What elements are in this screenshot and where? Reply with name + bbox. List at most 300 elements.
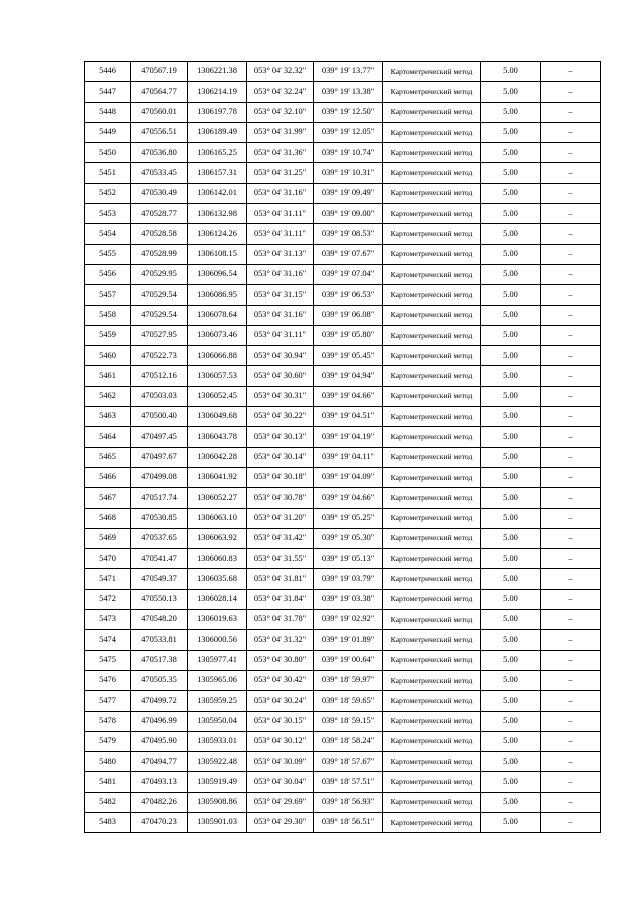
description-cell: – bbox=[541, 731, 601, 751]
y-coordinate-cell: 1305901.03 bbox=[188, 812, 247, 832]
accuracy-cell: 5.00 bbox=[481, 163, 541, 183]
x-coordinate-cell: 470494.77 bbox=[131, 752, 188, 772]
accuracy-cell: 5.00 bbox=[481, 772, 541, 792]
latitude-cell: 053° 04' 30.18" bbox=[247, 467, 314, 487]
table-row bbox=[85, 305, 601, 325]
method-cell: Картометрический метод bbox=[383, 82, 481, 102]
point-number-cell: 5463 bbox=[85, 407, 131, 427]
method-cell: Картометрический метод bbox=[383, 711, 481, 731]
latitude-cell: 053° 04' 30.04" bbox=[247, 772, 314, 792]
point-number-cell: 5469 bbox=[85, 528, 131, 548]
method-cell: Картометрический метод bbox=[383, 366, 481, 386]
description-cell: – bbox=[541, 630, 601, 650]
point-number-cell: 5466 bbox=[85, 467, 131, 487]
method-cell: Картометрический метод bbox=[383, 772, 481, 792]
description-cell: – bbox=[541, 691, 601, 711]
table-row bbox=[85, 589, 601, 609]
description-cell: – bbox=[541, 467, 601, 487]
longitude-cell: 039° 18' 57.67" bbox=[314, 752, 383, 772]
table-row bbox=[85, 670, 601, 690]
accuracy-cell: 5.00 bbox=[481, 366, 541, 386]
method-cell: Картометрический метод bbox=[383, 224, 481, 244]
point-number-cell: 5483 bbox=[85, 812, 131, 832]
method-cell: Картометрический метод bbox=[383, 163, 481, 183]
accuracy-cell: 5.00 bbox=[481, 488, 541, 508]
description-cell: – bbox=[541, 224, 601, 244]
point-number-cell: 5454 bbox=[85, 224, 131, 244]
table-row bbox=[85, 772, 601, 792]
x-coordinate-cell: 470522.73 bbox=[131, 346, 188, 366]
latitude-cell: 053° 04' 30.12" bbox=[247, 731, 314, 751]
y-coordinate-cell: 1306189.49 bbox=[188, 122, 247, 142]
method-cell: Картометрический метод bbox=[383, 204, 481, 224]
accuracy-cell: 5.00 bbox=[481, 731, 541, 751]
method-cell: Картометрический метод bbox=[383, 691, 481, 711]
accuracy-cell: 5.00 bbox=[481, 305, 541, 325]
table-row bbox=[85, 549, 601, 569]
latitude-cell: 053° 04' 31.13" bbox=[247, 244, 314, 264]
latitude-cell: 053° 04' 31.20" bbox=[247, 508, 314, 528]
y-coordinate-cell: 1306063.10 bbox=[188, 508, 247, 528]
longitude-cell: 039° 19' 04.66" bbox=[314, 488, 383, 508]
description-cell: – bbox=[541, 183, 601, 203]
point-number-cell: 5458 bbox=[85, 305, 131, 325]
point-number-cell: 5450 bbox=[85, 143, 131, 163]
x-coordinate-cell: 470529.54 bbox=[131, 285, 188, 305]
y-coordinate-cell: 1306165.25 bbox=[188, 143, 247, 163]
y-coordinate-cell: 1306132.98 bbox=[188, 204, 247, 224]
latitude-cell: 053° 04' 30.24" bbox=[247, 691, 314, 711]
method-cell: Картометрический метод bbox=[383, 325, 481, 345]
point-number-cell: 5480 bbox=[85, 752, 131, 772]
x-coordinate-cell: 470497.45 bbox=[131, 427, 188, 447]
longitude-cell: 039° 19' 06.53" bbox=[314, 285, 383, 305]
method-cell: Картометрический метод bbox=[383, 589, 481, 609]
longitude-cell: 039° 19' 05.25" bbox=[314, 508, 383, 528]
table-row bbox=[85, 610, 601, 630]
latitude-cell: 053° 04' 30.78" bbox=[247, 488, 314, 508]
description-cell: – bbox=[541, 650, 601, 670]
method-cell: Картометрический метод bbox=[383, 508, 481, 528]
method-cell: Картометрический метод bbox=[383, 447, 481, 467]
method-cell: Картометрический метод bbox=[383, 102, 481, 122]
method-cell: Картометрический метод bbox=[383, 285, 481, 305]
point-number-cell: 5462 bbox=[85, 386, 131, 406]
y-coordinate-cell: 1306063.92 bbox=[188, 528, 247, 548]
longitude-cell: 039° 19' 05.80" bbox=[314, 325, 383, 345]
x-coordinate-cell: 470550.13 bbox=[131, 589, 188, 609]
latitude-cell: 053° 04' 30.09" bbox=[247, 752, 314, 772]
y-coordinate-cell: 1306019.63 bbox=[188, 610, 247, 630]
y-coordinate-cell: 1306096.54 bbox=[188, 264, 247, 284]
longitude-cell: 039° 19' 10.74" bbox=[314, 143, 383, 163]
point-number-cell: 5461 bbox=[85, 366, 131, 386]
longitude-cell: 039° 19' 05.13" bbox=[314, 549, 383, 569]
table-row bbox=[85, 346, 601, 366]
table-row bbox=[85, 488, 601, 508]
method-cell: Картометрический метод bbox=[383, 305, 481, 325]
accuracy-cell: 5.00 bbox=[481, 508, 541, 528]
x-coordinate-cell: 470529.95 bbox=[131, 264, 188, 284]
accuracy-cell: 5.00 bbox=[481, 62, 541, 82]
longitude-cell: 039° 19' 07.04" bbox=[314, 264, 383, 284]
latitude-cell: 053° 04' 30.31" bbox=[247, 386, 314, 406]
y-coordinate-cell: 1306142.01 bbox=[188, 183, 247, 203]
point-number-cell: 5459 bbox=[85, 325, 131, 345]
table-row bbox=[85, 407, 601, 427]
latitude-cell: 053° 04' 30.80" bbox=[247, 650, 314, 670]
longitude-cell: 039° 19' 12.50" bbox=[314, 102, 383, 122]
accuracy-cell: 5.00 bbox=[481, 386, 541, 406]
description-cell: – bbox=[541, 163, 601, 183]
point-number-cell: 5482 bbox=[85, 792, 131, 812]
latitude-cell: 053° 04' 31.11" bbox=[247, 224, 314, 244]
table-row bbox=[85, 731, 601, 751]
longitude-cell: 039° 18' 59.15" bbox=[314, 711, 383, 731]
y-coordinate-cell: 1305933.01 bbox=[188, 731, 247, 751]
table-row bbox=[85, 508, 601, 528]
longitude-cell: 039° 19' 04.51" bbox=[314, 407, 383, 427]
point-number-cell: 5457 bbox=[85, 285, 131, 305]
latitude-cell: 053° 04' 31.55" bbox=[247, 549, 314, 569]
longitude-cell: 039° 18' 59.65" bbox=[314, 691, 383, 711]
latitude-cell: 053° 04' 32.10" bbox=[247, 102, 314, 122]
method-cell: Картометрический метод bbox=[383, 731, 481, 751]
longitude-cell: 039° 18' 56.51" bbox=[314, 812, 383, 832]
accuracy-cell: 5.00 bbox=[481, 792, 541, 812]
point-number-cell: 5465 bbox=[85, 447, 131, 467]
x-coordinate-cell: 470567.19 bbox=[131, 62, 188, 82]
description-cell: – bbox=[541, 143, 601, 163]
description-cell: – bbox=[541, 407, 601, 427]
x-coordinate-cell: 470505.35 bbox=[131, 670, 188, 690]
y-coordinate-cell: 1306042.28 bbox=[188, 447, 247, 467]
point-number-cell: 5477 bbox=[85, 691, 131, 711]
accuracy-cell: 5.00 bbox=[481, 447, 541, 467]
latitude-cell: 053° 04' 31.84" bbox=[247, 589, 314, 609]
point-number-cell: 5453 bbox=[85, 204, 131, 224]
accuracy-cell: 5.00 bbox=[481, 589, 541, 609]
y-coordinate-cell: 1306073.46 bbox=[188, 325, 247, 345]
description-cell: – bbox=[541, 427, 601, 447]
description-cell: – bbox=[541, 62, 601, 82]
table-row bbox=[85, 711, 601, 731]
latitude-cell: 053° 04' 31.32" bbox=[247, 630, 314, 650]
point-number-cell: 5446 bbox=[85, 62, 131, 82]
accuracy-cell: 5.00 bbox=[481, 122, 541, 142]
latitude-cell: 053° 04' 31.11" bbox=[247, 204, 314, 224]
accuracy-cell: 5.00 bbox=[481, 467, 541, 487]
method-cell: Картометрический метод bbox=[383, 346, 481, 366]
description-cell: – bbox=[541, 670, 601, 690]
point-number-cell: 5475 bbox=[85, 650, 131, 670]
longitude-cell: 039° 18' 58.24" bbox=[314, 731, 383, 751]
description-cell: – bbox=[541, 305, 601, 325]
table-row bbox=[85, 630, 601, 650]
table-row bbox=[85, 812, 601, 832]
accuracy-cell: 5.00 bbox=[481, 183, 541, 203]
longitude-cell: 039° 19' 12.05" bbox=[314, 122, 383, 142]
x-coordinate-cell: 470528.58 bbox=[131, 224, 188, 244]
table-row bbox=[85, 650, 601, 670]
longitude-cell: 039° 19' 00.64" bbox=[314, 650, 383, 670]
table-row bbox=[85, 82, 601, 102]
accuracy-cell: 5.00 bbox=[481, 650, 541, 670]
x-coordinate-cell: 470512.16 bbox=[131, 366, 188, 386]
y-coordinate-cell: 1306221.38 bbox=[188, 62, 247, 82]
latitude-cell: 053° 04' 30.14" bbox=[247, 447, 314, 467]
table-row bbox=[85, 122, 601, 142]
table-row bbox=[85, 183, 601, 203]
point-number-cell: 5449 bbox=[85, 122, 131, 142]
description-cell: – bbox=[541, 122, 601, 142]
table-row bbox=[85, 264, 601, 284]
longitude-cell: 039° 19' 05.30" bbox=[314, 528, 383, 548]
longitude-cell: 039° 18' 56.93" bbox=[314, 792, 383, 812]
y-coordinate-cell: 1305950.04 bbox=[188, 711, 247, 731]
accuracy-cell: 5.00 bbox=[481, 752, 541, 772]
longitude-cell: 039° 19' 03.38" bbox=[314, 589, 383, 609]
point-number-cell: 5451 bbox=[85, 163, 131, 183]
x-coordinate-cell: 470556.51 bbox=[131, 122, 188, 142]
accuracy-cell: 5.00 bbox=[481, 569, 541, 589]
description-cell: – bbox=[541, 569, 601, 589]
y-coordinate-cell: 1305922.48 bbox=[188, 752, 247, 772]
x-coordinate-cell: 470500.40 bbox=[131, 407, 188, 427]
latitude-cell: 053° 04' 32.32" bbox=[247, 62, 314, 82]
description-cell: – bbox=[541, 772, 601, 792]
longitude-cell: 039° 19' 05.45" bbox=[314, 346, 383, 366]
point-number-cell: 5452 bbox=[85, 183, 131, 203]
x-coordinate-cell: 470517.74 bbox=[131, 488, 188, 508]
accuracy-cell: 5.00 bbox=[481, 325, 541, 345]
accuracy-cell: 5.00 bbox=[481, 711, 541, 731]
table-row bbox=[85, 691, 601, 711]
x-coordinate-cell: 470499.08 bbox=[131, 467, 188, 487]
accuracy-cell: 5.00 bbox=[481, 285, 541, 305]
latitude-cell: 053° 04' 31.36" bbox=[247, 143, 314, 163]
point-number-cell: 5471 bbox=[85, 569, 131, 589]
latitude-cell: 053° 04' 30.22" bbox=[247, 407, 314, 427]
method-cell: Картометрический метод bbox=[383, 528, 481, 548]
table-row bbox=[85, 163, 601, 183]
x-coordinate-cell: 470528.99 bbox=[131, 244, 188, 264]
longitude-cell: 039° 19' 01.89" bbox=[314, 630, 383, 650]
latitude-cell: 053° 04' 30.13" bbox=[247, 427, 314, 447]
longitude-cell: 039° 19' 04.11" bbox=[314, 447, 383, 467]
x-coordinate-cell: 470537.65 bbox=[131, 528, 188, 548]
y-coordinate-cell: 1305965.06 bbox=[188, 670, 247, 690]
description-cell: – bbox=[541, 711, 601, 731]
y-coordinate-cell: 1306060.83 bbox=[188, 549, 247, 569]
longitude-cell: 039° 19' 04.19" bbox=[314, 427, 383, 447]
point-number-cell: 5467 bbox=[85, 488, 131, 508]
description-cell: – bbox=[541, 366, 601, 386]
table-row bbox=[85, 204, 601, 224]
y-coordinate-cell: 1306214.19 bbox=[188, 82, 247, 102]
x-coordinate-cell: 470533.45 bbox=[131, 163, 188, 183]
y-coordinate-cell: 1306124.26 bbox=[188, 224, 247, 244]
x-coordinate-cell: 470536.80 bbox=[131, 143, 188, 163]
longitude-cell: 039° 19' 03.79" bbox=[314, 569, 383, 589]
latitude-cell: 053° 04' 30.15" bbox=[247, 711, 314, 731]
latitude-cell: 053° 04' 30.60" bbox=[247, 366, 314, 386]
accuracy-cell: 5.00 bbox=[481, 407, 541, 427]
accuracy-cell: 5.00 bbox=[481, 610, 541, 630]
method-cell: Картометрический метод bbox=[383, 549, 481, 569]
description-cell: – bbox=[541, 102, 601, 122]
y-coordinate-cell: 1305959.25 bbox=[188, 691, 247, 711]
method-cell: Картометрический метод bbox=[383, 122, 481, 142]
y-coordinate-cell: 1305919.49 bbox=[188, 772, 247, 792]
x-coordinate-cell: 470493.13 bbox=[131, 772, 188, 792]
description-cell: – bbox=[541, 792, 601, 812]
point-number-cell: 5478 bbox=[85, 711, 131, 731]
point-number-cell: 5473 bbox=[85, 610, 131, 630]
method-cell: Картометрический метод bbox=[383, 62, 481, 82]
x-coordinate-cell: 470564.77 bbox=[131, 82, 188, 102]
x-coordinate-cell: 470548.20 bbox=[131, 610, 188, 630]
table-row bbox=[85, 366, 601, 386]
accuracy-cell: 5.00 bbox=[481, 244, 541, 264]
method-cell: Картометрический метод bbox=[383, 812, 481, 832]
point-number-cell: 5447 bbox=[85, 82, 131, 102]
method-cell: Картометрический метод bbox=[383, 467, 481, 487]
description-cell: – bbox=[541, 264, 601, 284]
y-coordinate-cell: 1306086.95 bbox=[188, 285, 247, 305]
description-cell: – bbox=[541, 325, 601, 345]
description-cell: – bbox=[541, 204, 601, 224]
description-cell: – bbox=[541, 812, 601, 832]
accuracy-cell: 5.00 bbox=[481, 549, 541, 569]
point-number-cell: 5468 bbox=[85, 508, 131, 528]
accuracy-cell: 5.00 bbox=[481, 143, 541, 163]
y-coordinate-cell: 1306043.78 bbox=[188, 427, 247, 447]
y-coordinate-cell: 1306052.45 bbox=[188, 386, 247, 406]
point-number-cell: 5455 bbox=[85, 244, 131, 264]
latitude-cell: 053° 04' 31.78" bbox=[247, 610, 314, 630]
description-cell: – bbox=[541, 82, 601, 102]
latitude-cell: 053° 04' 31.11" bbox=[247, 325, 314, 345]
y-coordinate-cell: 1306049.68 bbox=[188, 407, 247, 427]
description-cell: – bbox=[541, 447, 601, 467]
longitude-cell: 039° 18' 59.97" bbox=[314, 670, 383, 690]
longitude-cell: 039° 19' 13.38" bbox=[314, 82, 383, 102]
point-number-cell: 5479 bbox=[85, 731, 131, 751]
description-cell: – bbox=[541, 346, 601, 366]
x-coordinate-cell: 470560.01 bbox=[131, 102, 188, 122]
table-row bbox=[85, 224, 601, 244]
method-cell: Картометрический метод bbox=[383, 610, 481, 630]
description-cell: – bbox=[541, 508, 601, 528]
x-coordinate-cell: 470517.38 bbox=[131, 650, 188, 670]
table-row bbox=[85, 244, 601, 264]
table-row bbox=[85, 447, 601, 467]
y-coordinate-cell: 1306197.78 bbox=[188, 102, 247, 122]
longitude-cell: 039° 19' 04.09" bbox=[314, 467, 383, 487]
y-coordinate-cell: 1305977.41 bbox=[188, 650, 247, 670]
description-cell: – bbox=[541, 244, 601, 264]
longitude-cell: 039° 19' 07.67" bbox=[314, 244, 383, 264]
longitude-cell: 039° 19' 02.92" bbox=[314, 610, 383, 630]
x-coordinate-cell: 470495.90 bbox=[131, 731, 188, 751]
accuracy-cell: 5.00 bbox=[481, 204, 541, 224]
latitude-cell: 053° 04' 31.25" bbox=[247, 163, 314, 183]
y-coordinate-cell: 1306157.31 bbox=[188, 163, 247, 183]
description-cell: – bbox=[541, 610, 601, 630]
method-cell: Картометрический метод bbox=[383, 244, 481, 264]
accuracy-cell: 5.00 bbox=[481, 812, 541, 832]
table-row bbox=[85, 569, 601, 589]
latitude-cell: 053° 04' 31.15" bbox=[247, 285, 314, 305]
method-cell: Картометрический метод bbox=[383, 407, 481, 427]
method-cell: Картометрический метод bbox=[383, 264, 481, 284]
table-row bbox=[85, 792, 601, 812]
latitude-cell: 053° 04' 31.16" bbox=[247, 305, 314, 325]
x-coordinate-cell: 470530.85 bbox=[131, 508, 188, 528]
table-body bbox=[85, 62, 601, 833]
table-row bbox=[85, 62, 601, 82]
y-coordinate-cell: 1306028.14 bbox=[188, 589, 247, 609]
table-row bbox=[85, 386, 601, 406]
latitude-cell: 053° 04' 30.42" bbox=[247, 670, 314, 690]
x-coordinate-cell: 470528.77 bbox=[131, 204, 188, 224]
accuracy-cell: 5.00 bbox=[481, 224, 541, 244]
method-cell: Картометрический метод bbox=[383, 630, 481, 650]
accuracy-cell: 5.00 bbox=[481, 102, 541, 122]
method-cell: Картометрический метод bbox=[383, 386, 481, 406]
latitude-cell: 053° 04' 31.99" bbox=[247, 122, 314, 142]
method-cell: Картометрический метод bbox=[383, 143, 481, 163]
x-coordinate-cell: 470529.54 bbox=[131, 305, 188, 325]
accuracy-cell: 5.00 bbox=[481, 264, 541, 284]
table-row bbox=[85, 143, 601, 163]
longitude-cell: 039° 19' 09.00" bbox=[314, 204, 383, 224]
longitude-cell: 039° 19' 13.77" bbox=[314, 62, 383, 82]
x-coordinate-cell: 470496.99 bbox=[131, 711, 188, 731]
longitude-cell: 039° 19' 04.94" bbox=[314, 366, 383, 386]
description-cell: – bbox=[541, 386, 601, 406]
latitude-cell: 053° 04' 29.30" bbox=[247, 812, 314, 832]
point-number-cell: 5448 bbox=[85, 102, 131, 122]
table-row bbox=[85, 752, 601, 772]
longitude-cell: 039° 19' 08.53" bbox=[314, 224, 383, 244]
x-coordinate-cell: 470470.23 bbox=[131, 812, 188, 832]
table-row bbox=[85, 102, 601, 122]
table-row bbox=[85, 285, 601, 305]
accuracy-cell: 5.00 bbox=[481, 630, 541, 650]
accuracy-cell: 5.00 bbox=[481, 670, 541, 690]
accuracy-cell: 5.00 bbox=[481, 346, 541, 366]
point-number-cell: 5481 bbox=[85, 772, 131, 792]
y-coordinate-cell: 1306066.88 bbox=[188, 346, 247, 366]
x-coordinate-cell: 470533.81 bbox=[131, 630, 188, 650]
latitude-cell: 053° 04' 31.42" bbox=[247, 528, 314, 548]
method-cell: Картометрический метод bbox=[383, 670, 481, 690]
method-cell: Картометрический метод bbox=[383, 792, 481, 812]
method-cell: Картометрический метод bbox=[383, 488, 481, 508]
y-coordinate-cell: 1306000.56 bbox=[188, 630, 247, 650]
longitude-cell: 039° 19' 06.08" bbox=[314, 305, 383, 325]
latitude-cell: 053° 04' 30.94" bbox=[247, 346, 314, 366]
x-coordinate-cell: 470482.26 bbox=[131, 792, 188, 812]
longitude-cell: 039° 19' 10.31" bbox=[314, 163, 383, 183]
x-coordinate-cell: 470541.47 bbox=[131, 549, 188, 569]
x-coordinate-cell: 470497.67 bbox=[131, 447, 188, 467]
method-cell: Картометрический метод bbox=[383, 427, 481, 447]
latitude-cell: 053° 04' 31.16" bbox=[247, 183, 314, 203]
longitude-cell: 039° 19' 09.49" bbox=[314, 183, 383, 203]
